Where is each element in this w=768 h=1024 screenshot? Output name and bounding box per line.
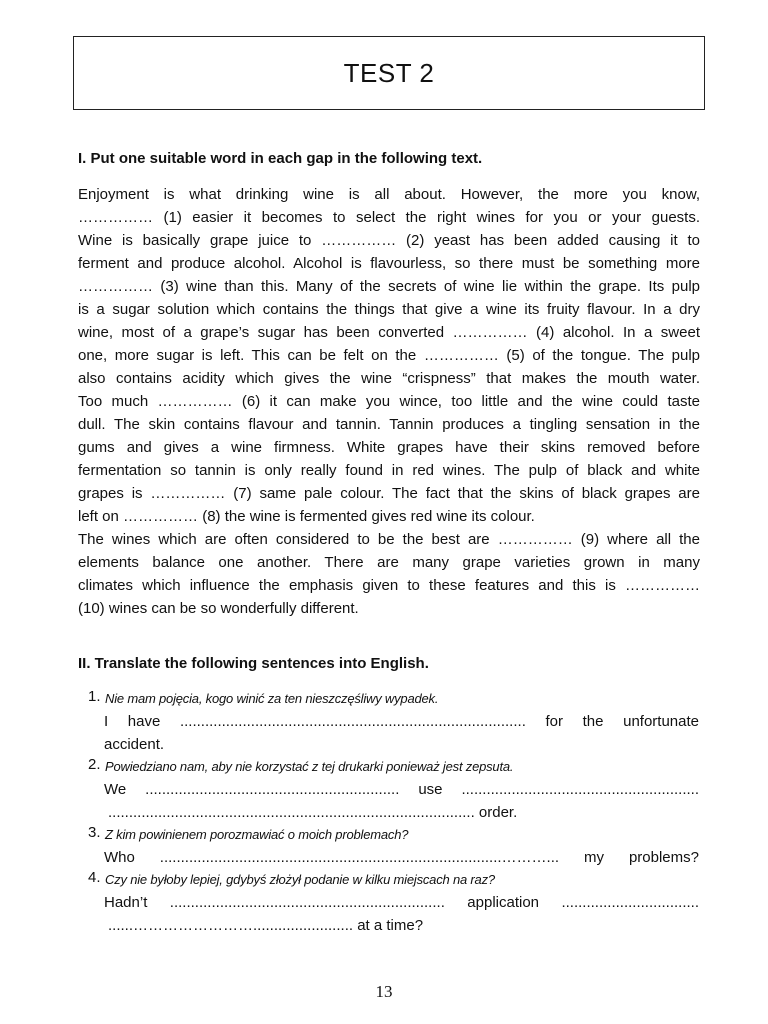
answer-line: I have ................................................................................... for the unfortunate xyxy=(104,713,699,730)
passage-line: Enjoyment is what drinking wine is all about. However, the more you know, xyxy=(78,186,700,203)
passage-line: is a sugar solution which contains the things that give a wine its fruity flavour. In a dry xyxy=(78,301,700,318)
translation-item xyxy=(88,824,708,869)
passage-line: (10) wines can be so wonderfully different. xyxy=(78,600,359,617)
translation-item xyxy=(88,688,708,756)
section-1-heading: I. Put one suitable word in each gap in the following text. xyxy=(78,150,483,167)
passage-line: also contains acidity which gives the wine “crispness” that makes the mouth water. xyxy=(78,370,700,387)
polish-sentence: Z kim powinienem porozmawiać o moich problemach? xyxy=(105,827,409,842)
passage-line: wine, most of a grape’s sugar has been converted …………… (4) alcohol. In a sweet xyxy=(78,324,700,341)
gap-fill-passage xyxy=(78,183,700,620)
passage-line: Too much …………… (6) it can make you wince, too little and the wine could taste xyxy=(78,393,700,410)
item-number: 3. xyxy=(88,824,101,841)
answer-line: We ............................................................. use ......................................................... xyxy=(104,781,699,798)
polish-sentence: Nie mam pojęcia, kogo winić za ten nieszczęśliwy wypadek. xyxy=(105,691,439,706)
passage-line: left on …………… (8) the wine is fermented gives red wine its colour. xyxy=(78,508,535,525)
item-number: 4. xyxy=(88,869,101,886)
answer-line: accident. xyxy=(104,736,165,753)
answer-line: Who ..................................................................................………... my problems? xyxy=(104,849,699,866)
answer-line: ........................................................................................ order. xyxy=(108,804,518,821)
section-2-heading: II. Translate the following sentences into English. xyxy=(78,655,429,672)
passage-line: …………… (1) easier it becomes to select the right wines for you or your guests. xyxy=(78,209,700,226)
translation-item xyxy=(88,756,708,824)
page-number: 13 xyxy=(375,982,393,1001)
item-number: 2. xyxy=(88,756,101,773)
passage-line: The wines which are often considered to be the best are …………… (9) where all the xyxy=(78,531,700,548)
polish-sentence: Czy nie byłoby lepiej, gdybyś złożył podanie w kilku miejscach na raz? xyxy=(105,872,495,887)
passage-line: dull. The skin contains flavour and tannin. Tannin produces a tingling sensation in the xyxy=(78,416,700,433)
passage-line: Wine is basically grape juice to …………… (2) yeast has been added causing it to xyxy=(78,232,700,249)
answer-line: Hadn’t .................................................................. application ................................. xyxy=(104,894,699,911)
test-title: TEST 2 xyxy=(343,57,435,88)
passage-line: grapes is …………… (7) same pale colour. The fact that the skins of black grapes are xyxy=(78,485,700,502)
passage-line: climates which influence the emphasis given to these features and this is …………… xyxy=(78,577,700,594)
translation-list xyxy=(88,688,708,937)
translation-item xyxy=(88,869,708,937)
polish-sentence: Powiedziano nam, aby nie korzystać z tej drukarki ponieważ jest zepsuta. xyxy=(105,759,514,774)
passage-line: one, more sugar is left. This can be felt on the …………… (5) of the tongue. The pulp xyxy=(78,347,700,364)
item-number: 1. xyxy=(88,688,101,705)
passage-line: …………… (3) wine than this. Many of the secrets of wine lie within the grape. Its pulp xyxy=(78,278,700,295)
title-box xyxy=(73,36,705,110)
passage-line: gums and gives a wine firmness. White grapes have their skins removed before xyxy=(78,439,700,456)
answer-line: ......……………………........................ at a time? xyxy=(108,917,424,934)
passage-line: fermentation so tannin is only really found in red wines. The pulp of black and white xyxy=(78,462,700,479)
passage-line: ferment and produce alcohol. Alcohol is flavourless, so there must be something more xyxy=(78,255,700,272)
passage-line: elements balance one another. There are many grape varieties grown in many xyxy=(78,554,700,571)
